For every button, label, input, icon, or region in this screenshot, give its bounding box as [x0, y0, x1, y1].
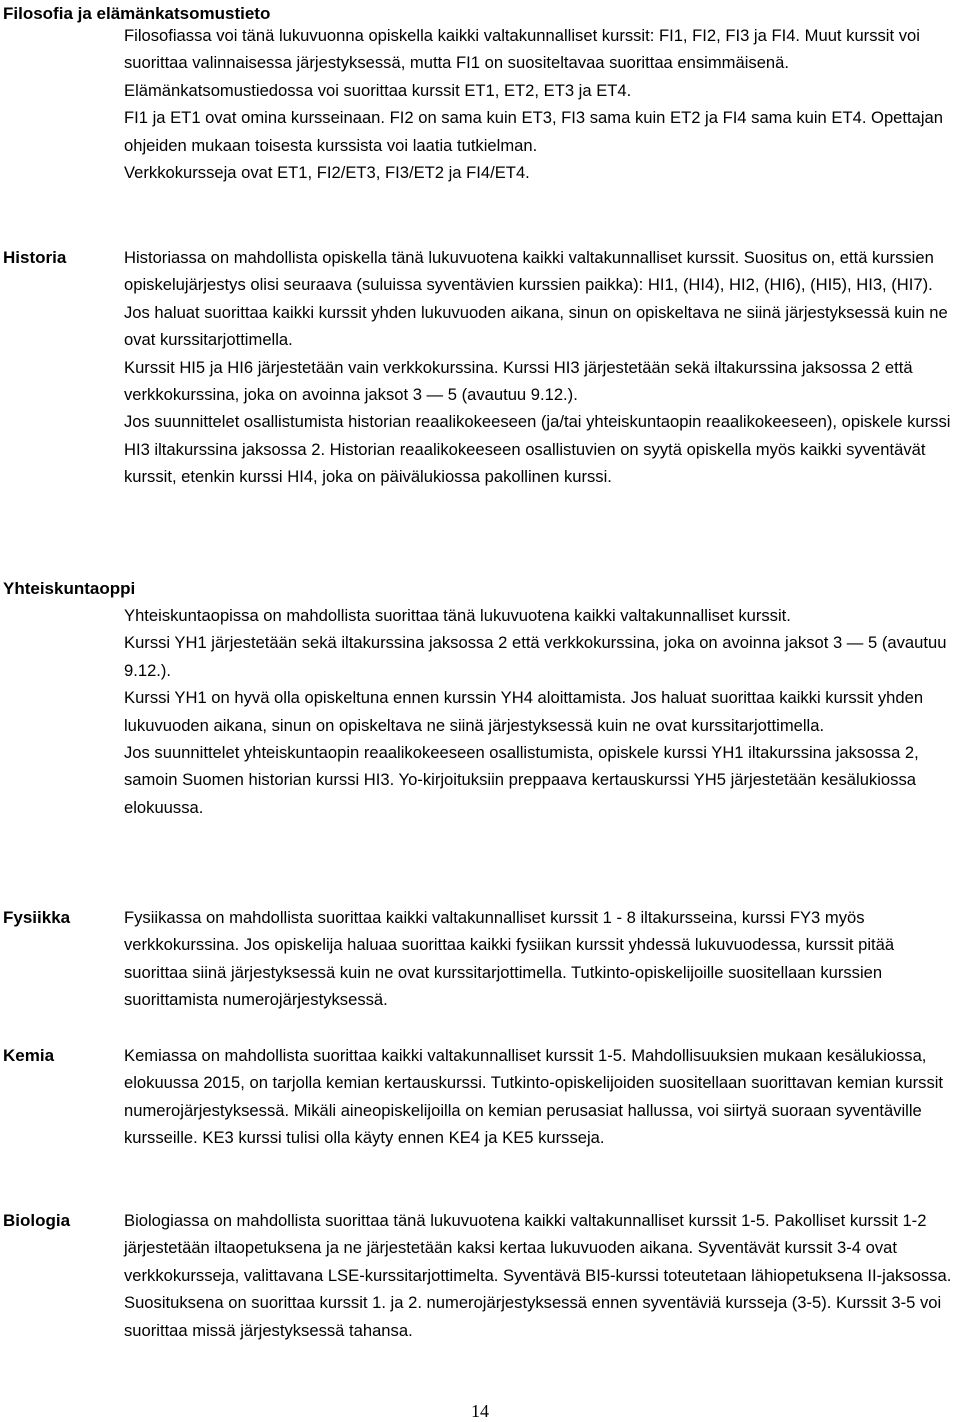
paragraph: Elämänkatsomustiedossa voi suorittaa kurssit ET1, ET2, ET3 ja ET4.	[124, 80, 632, 100]
paragraph: Kurssit HI5 ja HI6 järjestetään vain verkkokurssina. Kurssi HI3 järjestetään sekä iltakurssina jaksossa 2 että verkkokurssina, joka on avoinna jaksot 3 — 5 (avautuu 9.12.).	[124, 357, 913, 405]
section-heading: Yhteiskuntaoppi	[3, 579, 136, 598]
paragraph: Jos suunnittelet osallistumista historian reaalikokeeseen (ja/tai yhteiskuntaopin reaalikokeeseen), opiskele kurssi HI3 iltakurssina jaksossa 2. Historian reaalikokeeseen osallistuvien on syytä opiskella myös kaikki syventävät kurssit, etenkin kurssi HI4, joka on päivälukiossa pakollinen kurssi.	[124, 412, 951, 487]
page-number: 14	[471, 1401, 489, 1421]
section-body	[124, 22, 956, 186]
paragraph: Kemiassa on mahdollista suorittaa kaikki valtakunnalliset kurssit 1-5. Mahdollisuuksien mukaan kesälukiossa, elokuussa 2015, on tarjolla kemian kertauskurssi. Tutkinto-opiskelijoiden suositellaan suorittavan kemian kurssit numerojärjestyksessä. Mikäli aineopiskelijoilla on kemian perusasiat hallussa, voi siirtyä suoraan syventäville kursseille. KE3 kurssi tulisi olla käyty ennen KE4 ja KE5 kursseja.	[124, 1046, 944, 1148]
paragraph: Biologiassa on mahdollista suorittaa tänä lukuvuotena kaikki valtakunnalliset kurssit 1-5. Pakolliset kurssit 1-2 järjestetään iltaopetuksena ja ne järjestetään kaksi kertaa lukuvuoden aikana. Syventävät kurssit 3-4 ovat verkkokursseja, valittavana LSE-kurssitarjottimelta. Syventävä BI5-kurssi toteutetaan lähiopetuksena II-jaksossa. Suosituksena on suorittaa kurssit 1. ja 2. numerojärjestyksessä ennen syventäviä kursseja (3-5). Kurssit 3-5 voi suorittaa missä järjestyksessä tahansa.	[124, 1211, 952, 1340]
section-heading: Kemia	[3, 1046, 55, 1065]
paragraph: FI1 ja ET1 ovat omina kursseinaan. FI2 on sama kuin ET3, FI3 sama kuin ET2 ja FI4 sama kuin ET4. Opettajan ohjeiden mukaan toisesta kurssista voi laatia tutkielman.	[124, 108, 944, 155]
section-heading: Biologia	[3, 1211, 71, 1230]
section-body	[124, 1042, 956, 1152]
paragraph: Fysiikassa on mahdollista suorittaa kaikki valtakunnalliset kurssit 1 - 8 iltakursseina, kurssi FY3 myös verkkokurssina. Jos opiskelija haluaa suorittaa kaikki fysiikan kurssit yhdessä lukuvuodessa, kurssit pitää suorittaa siinä järjestyksessä kuin ne ovat kurssitarjottimella. Tutkinto-opiskelijoille suositellaan kurssien suorittamista numerojärjestyksessä.	[124, 908, 895, 1010]
section-body	[124, 1207, 956, 1344]
section-heading: Historia	[3, 248, 67, 267]
section-body	[124, 602, 956, 821]
paragraph: Jos suunnittelet yhteiskuntaopin reaalikokeeseen osallistumista, opiskele kurssi YH1 iltakurssina jaksossa 2, samoin Suomen historian kurssi HI3. Yo-kirjoituksiin preppaava kertauskurssi YH5 järjestetään kesälukiossa elokuussa.	[124, 743, 919, 817]
section-body	[124, 244, 956, 491]
paragraph: Filosofiassa voi tänä lukuvuonna opiskella kaikki valtakunnalliset kurssit: FI1, FI2, FI3 ja FI4. Muut kurssit voi suorittaa valinnaisessa järjestyksessä, mutta FI1 on suositeltavaa suorittaa ensimmäisenä.	[124, 26, 920, 73]
paragraph: Kurssi YH1 on hyvä olla opiskeltuna ennen kurssin YH4 aloittamista. Jos haluat suorittaa kaikki kurssit yhden lukuvuoden aikana, sinun on opiskeltava ne siinä järjestyksessä kuin ne ovat kurssitarjottimella.	[124, 688, 924, 735]
paragraph: Verkkokursseja ovat ET1, FI2/ET3, FI3/ET2 ja FI4/ET4.	[124, 163, 530, 183]
paragraph: Yhteiskuntaopissa on mahdollista suorittaa tänä lukuvuotena kaikki valtakunnalliset kurssit.	[124, 606, 791, 625]
section-heading: Filosofia ja elämänkatsomustieto	[3, 4, 271, 23]
section-body	[124, 904, 956, 1014]
paragraph: Historiassa on mahdollista opiskella tänä lukuvuotena kaikki valtakunnalliset kurssit. Suositus on, että kurssien opiskelujärjestys olisi seuraava (suluissa syventävien kurssien paikka): HI1, (HI4), HI2, (HI6), (HI5), HI3, (HI7). Jos haluat suorittaa kaikki kurssit yhden lukuvuoden aikana, sinun on opiskeltava ne siinä järjestyksessä kuin ne ovat kurssitarjottimella.	[124, 248, 948, 350]
section-heading: Fysiikka	[3, 908, 71, 927]
paragraph: Kurssi YH1 järjestetään sekä iltakurssina jaksossa 2 että verkkokurssina, joka on avoinna jaksot 3 — 5 (avautuu 9.12.).	[124, 633, 947, 680]
